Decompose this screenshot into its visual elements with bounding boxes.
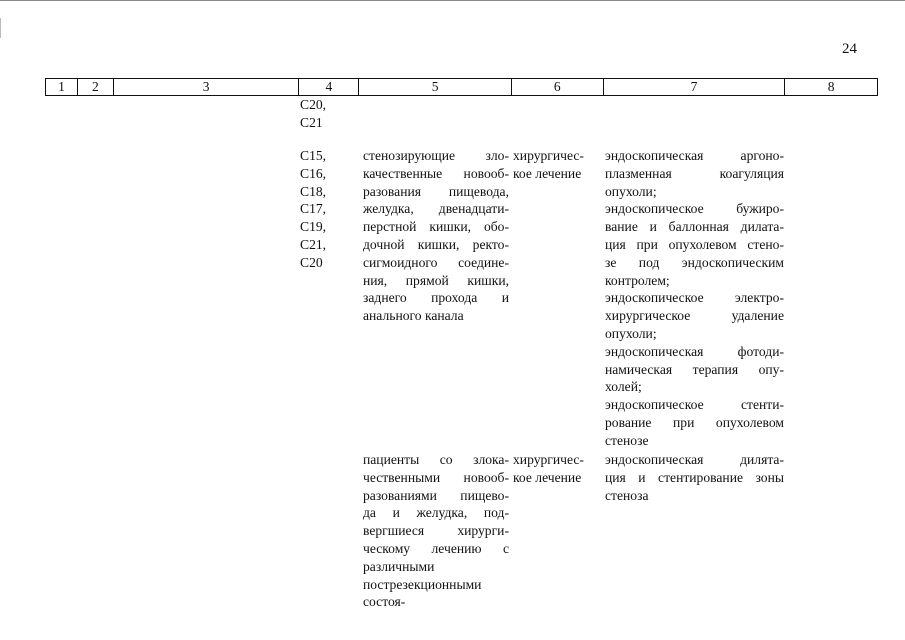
method-line: ция при опухолевом стено-: [605, 236, 784, 252]
header-col-3: 3: [114, 79, 300, 95]
icd-code: С21,: [300, 236, 327, 252]
header-col-4: 4: [299, 79, 359, 95]
row-b-condition: [363, 451, 509, 611]
method-line: плазменная коагуляция: [605, 165, 784, 181]
condition-line: разованиями пищево-: [363, 487, 509, 503]
condition-line: различными пострезекционными состоя-: [363, 558, 482, 610]
treatment-type-line: хирургичес-: [513, 452, 584, 467]
condition-line: разования пищевода,: [363, 183, 509, 199]
condition-line: перстной кишки, обо-: [363, 219, 509, 235]
icd-code: С20,: [300, 97, 327, 112]
method-line: опухоли;: [605, 325, 657, 341]
icd-code: С17,: [300, 201, 327, 217]
condition-line: да и желудка, под-: [363, 505, 509, 521]
method-line: опухоли;: [605, 183, 657, 199]
header-col-2: 2: [78, 79, 114, 95]
row-a-icd-codes: [300, 147, 352, 272]
method-line: эндоскопическое бужиро-: [605, 201, 784, 217]
continuation-icd-codes: [300, 96, 352, 132]
icd-code: С21: [300, 114, 323, 130]
row-a-condition: [363, 147, 509, 325]
icd-code: С16,: [300, 165, 327, 181]
method-line: ция и стентирование зоны: [605, 469, 784, 485]
icd-code: С19,: [300, 219, 327, 235]
row-a-treatment-type: [513, 147, 595, 183]
method-line: холей;: [605, 379, 642, 395]
method-line: намическая терапия опу-: [605, 361, 784, 377]
method-line: вание и баллонная дилата-: [605, 219, 784, 235]
condition-line: чественными новооб-: [363, 469, 509, 485]
icd-code: С18,: [300, 183, 327, 199]
row-b-methods: [605, 451, 784, 504]
condition-line: вергшиеся хирурги-: [363, 523, 509, 539]
method-line: рование при опухолевом: [605, 414, 784, 430]
method-line: зе под эндоскопическим: [605, 254, 784, 270]
method-line: стеноза: [605, 487, 649, 503]
condition-line: заднего прохода и: [363, 290, 509, 306]
header-col-5: 5: [359, 79, 512, 95]
condition-line: стенозирующие зло-: [363, 148, 509, 163]
row-a-methods: [605, 147, 784, 450]
method-line: эндоскопическая дилята-: [605, 452, 784, 467]
table-header-row: [45, 78, 878, 96]
method-line: контролем;: [605, 272, 670, 288]
treatment-type-line: кое лечение: [513, 165, 582, 181]
condition-line: ния, прямой кишки,: [363, 272, 509, 288]
header-col-8: 8: [827, 79, 835, 94]
condition-line: ческому лечению с: [363, 540, 509, 556]
condition-line: качественные новооб-: [363, 165, 509, 181]
condition-line: сигмоидного соедине-: [363, 254, 509, 270]
method-line: эндоскопическое электро-: [605, 290, 784, 306]
method-line: стенозе: [605, 432, 649, 448]
method-line: эндоскопическая аргоно-: [605, 148, 784, 163]
method-line: хирургическое удаление: [605, 308, 784, 324]
header-col-6: 6: [512, 79, 604, 95]
page-number: 24: [842, 41, 857, 57]
treatment-type-line: хирургичес-: [513, 148, 584, 163]
top-border-line: [0, 0, 905, 1]
method-line: эндоскопическая фотоди-: [605, 343, 784, 359]
icd-code: С20: [300, 254, 323, 270]
condition-line: дочной кишки, ректо-: [363, 236, 509, 252]
condition-line: пациенты со злока-: [363, 452, 509, 467]
treatment-type-line: кое лечение: [513, 469, 582, 485]
row-b-treatment-type: [513, 451, 595, 487]
icd-code: С15,: [300, 148, 327, 163]
scan-edge-mark: [0, 18, 1, 38]
condition-line: желудка, двенадцати-: [363, 201, 509, 217]
header-col-1: 1: [46, 79, 78, 95]
header-col-7: 7: [604, 79, 786, 95]
condition-line: анального канала: [363, 308, 464, 324]
method-line: эндоскопическое стенти-: [605, 397, 784, 413]
